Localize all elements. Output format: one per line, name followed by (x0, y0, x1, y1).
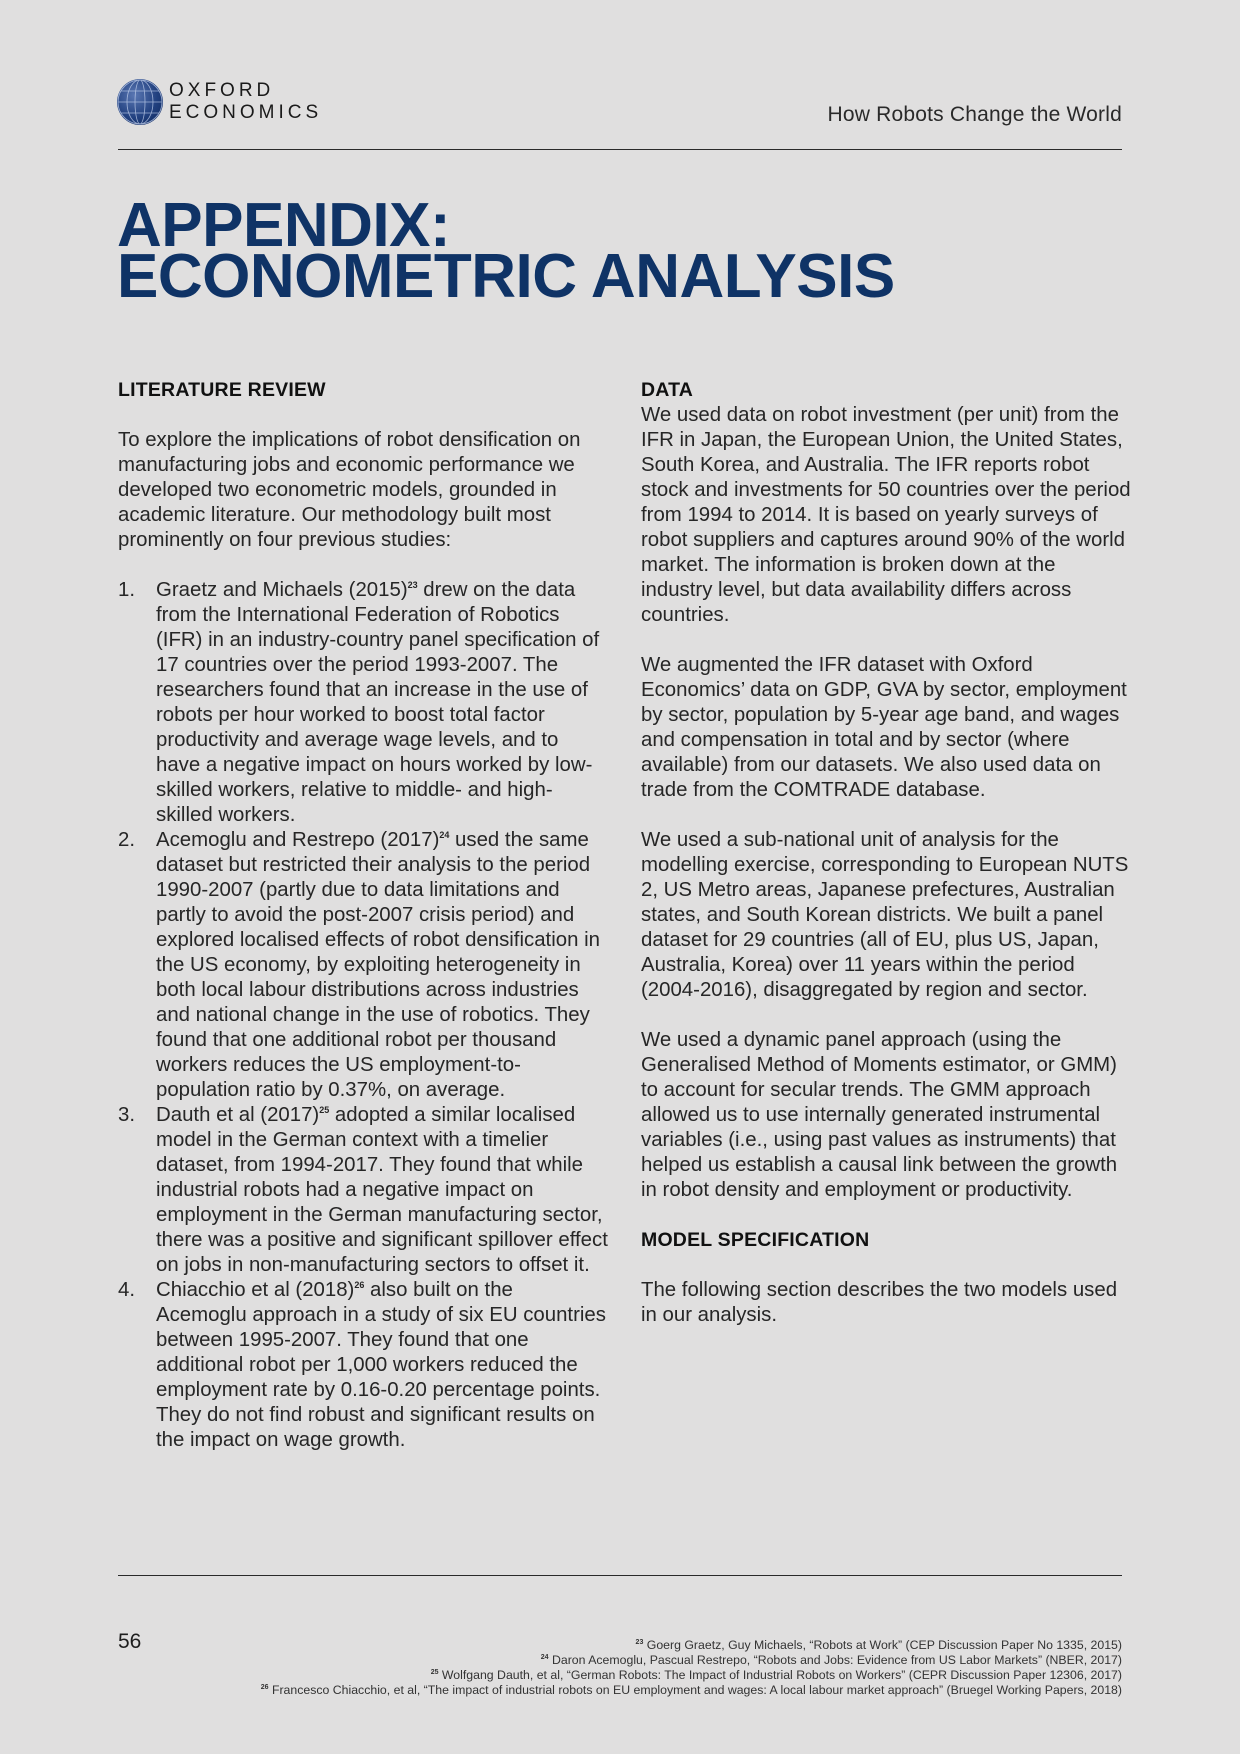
study-lead: Acemoglu and Restrepo (2017) (156, 829, 440, 851)
literature-review-heading: LITERATURE REVIEW (118, 379, 326, 401)
footnote-text: Francesco Chiacchio, et al, “The impact of industrial robots on EU employment and wages: A local labour market approach” (Bruegel Working Papers, 2018) (268, 1683, 1122, 1697)
right-column (641, 378, 1131, 1328)
list-item (118, 1278, 608, 1453)
list-number: 3. (118, 1104, 136, 1126)
header-divider (118, 149, 1122, 150)
study-lead: Dauth et al (2017) (156, 1104, 320, 1126)
footer-divider (118, 1575, 1122, 1576)
study-text: drew on the data from the International Federation of Robotics (IFR) in an industry-country panel specification of 17 countries over the period 1993-2007. The researchers found that an increase in the use of robots per hour worked to boost total factor productivity and average wage levels, and to have a negative impact on hours worked by low-skilled workers, relative to middle- and high-skilled workers. (156, 579, 600, 826)
globe-icon (117, 79, 163, 125)
list-number: 1. (118, 579, 136, 601)
footnote-ref: 24 (439, 830, 450, 840)
footnote-text: Wolfgang Dauth, et al, “German Robots: The Impact of Industrial Robots on Workers” (CEPR Discussion Paper 12306, 2017) (438, 1668, 1122, 1682)
list-item (118, 1103, 608, 1278)
list-number: 2. (118, 829, 136, 851)
footnote (261, 1638, 1122, 1653)
footnote (261, 1653, 1122, 1668)
data-paragraph: We used a dynamic panel approach (using the Generalised Method of Moments estimator, or GMM) to account for secular trends. The GMM approach allowed us to use internally generated instrumental variables (i.e., using past values as instruments) that helped us establish a causal link between the growth in robot density and employment or productivity. (641, 1029, 1118, 1201)
data-paragraph: We augmented the IFR dataset with Oxford Economics’ data on GDP, GVA by sector, employment by sector, population by 5-year age band, and wages and compensation in total and by sector (where available) from our datasets. We also used data on trade from the COMTRADE database. (641, 654, 1127, 801)
study-lead: Graetz and Michaels (2015) (156, 579, 408, 601)
footnote-ref: 25 (319, 1105, 330, 1115)
footnote (261, 1683, 1122, 1698)
report-title: How Robots Change the World (827, 103, 1122, 126)
logo-line-2: ECONOMICS (169, 102, 323, 123)
list-item (118, 578, 608, 828)
study-text: used the same dataset but restricted their analysis to the period 1990-2007 (partly due to data limitations and partly to avoid the post-2007 crisis period) and explored localised effects of robot densification in the US economy, by exploiting heterogeneity in both local labour distributions across industries and national change in the use of robotics. They found that one additional robot per thousand workers reduces the US employment-to-population ratio by 0.37%, on average. (156, 829, 600, 1101)
oxford-economics-logo (117, 79, 322, 125)
left-column (118, 378, 608, 1453)
footnote-number: 25 (430, 1669, 439, 1676)
page-title (117, 191, 895, 311)
logo-wordmark (169, 80, 322, 124)
study-text: also built on the Acemoglu approach in a study of six EU countries between 1995-2007. They found that one additional robot per 1,000 workers reduced the employment rate by 0.16-0.20 percentage points. They do not find robust and significant results on the impact on wage growth. (156, 1279, 606, 1451)
list-number: 4. (118, 1279, 136, 1301)
study-text: adopted a similar localised model in the German context with a timelier dataset, from 1994-2017. They found that while industrial robots had a negative impact on employment in the German manufacturing sector, there was a positive and significant spillover effect on jobs in non-manufacturing sectors to offset it. (156, 1104, 608, 1276)
study-lead: Chiacchio et al (2018) (156, 1279, 355, 1301)
data-paragraph: We used a sub-national unit of analysis for the modelling exercise, corresponding to European NUTS 2, US Metro areas, Japanese prefectures, Australian states, and South Korean districts. We built a panel dataset for 29 countries (all of EU, plus US, Japan, Australia, Korea) over 11 years within the period (2004-2016), disaggregated by region and sector. (641, 829, 1129, 1001)
data-heading: DATA (641, 379, 694, 401)
footnote-number: 23 (635, 1639, 644, 1646)
footnote-number: 26 (260, 1684, 269, 1691)
footnote (261, 1668, 1122, 1683)
footnote-text: Daron Acemoglu, Pascual Restrepo, “Robots and Jobs: Evidence from US Labor Markets” (NBER, 2017) (548, 1653, 1122, 1667)
logo-line-1: OXFORD (169, 80, 275, 101)
title-line-1: APPENDIX: (117, 191, 451, 260)
data-paragraph: We used data on robot investment (per unit) from the IFR in Japan, the European Union, the United States, South Korea, and Australia. The IFR reports robot stock and investments for 50 countries over the period from 1994 to 2014. It is based on yearly surveys of robot suppliers and captures around 90% of the world market. The information is broken down at the industry level, but data availability differs across countries. (641, 404, 1131, 626)
list-item (118, 828, 608, 1103)
footnotes (261, 1638, 1122, 1698)
studies-list (118, 578, 608, 1453)
footnote-ref: 23 (407, 580, 418, 590)
literature-intro: To explore the implications of robot densification on manufacturing jobs and economic performance we developed two econometric models, grounded in academic literature. Our methodology built most prominently on four previous studies: (118, 429, 581, 551)
model-paragraph: The following section describes the two models used in our analysis. (641, 1279, 1118, 1326)
page-number: 56 (118, 1630, 142, 1653)
footnote-ref: 26 (354, 1280, 365, 1290)
title-line-2: ECONOMETRIC ANALYSIS (117, 242, 895, 311)
model-specification-heading: MODEL SPECIFICATION (641, 1229, 870, 1251)
footnote-text: Goerg Graetz, Guy Michaels, “Robots at Work” (CEP Discussion Paper No 1335, 2015) (643, 1638, 1122, 1652)
footnote-number: 24 (540, 1654, 549, 1661)
